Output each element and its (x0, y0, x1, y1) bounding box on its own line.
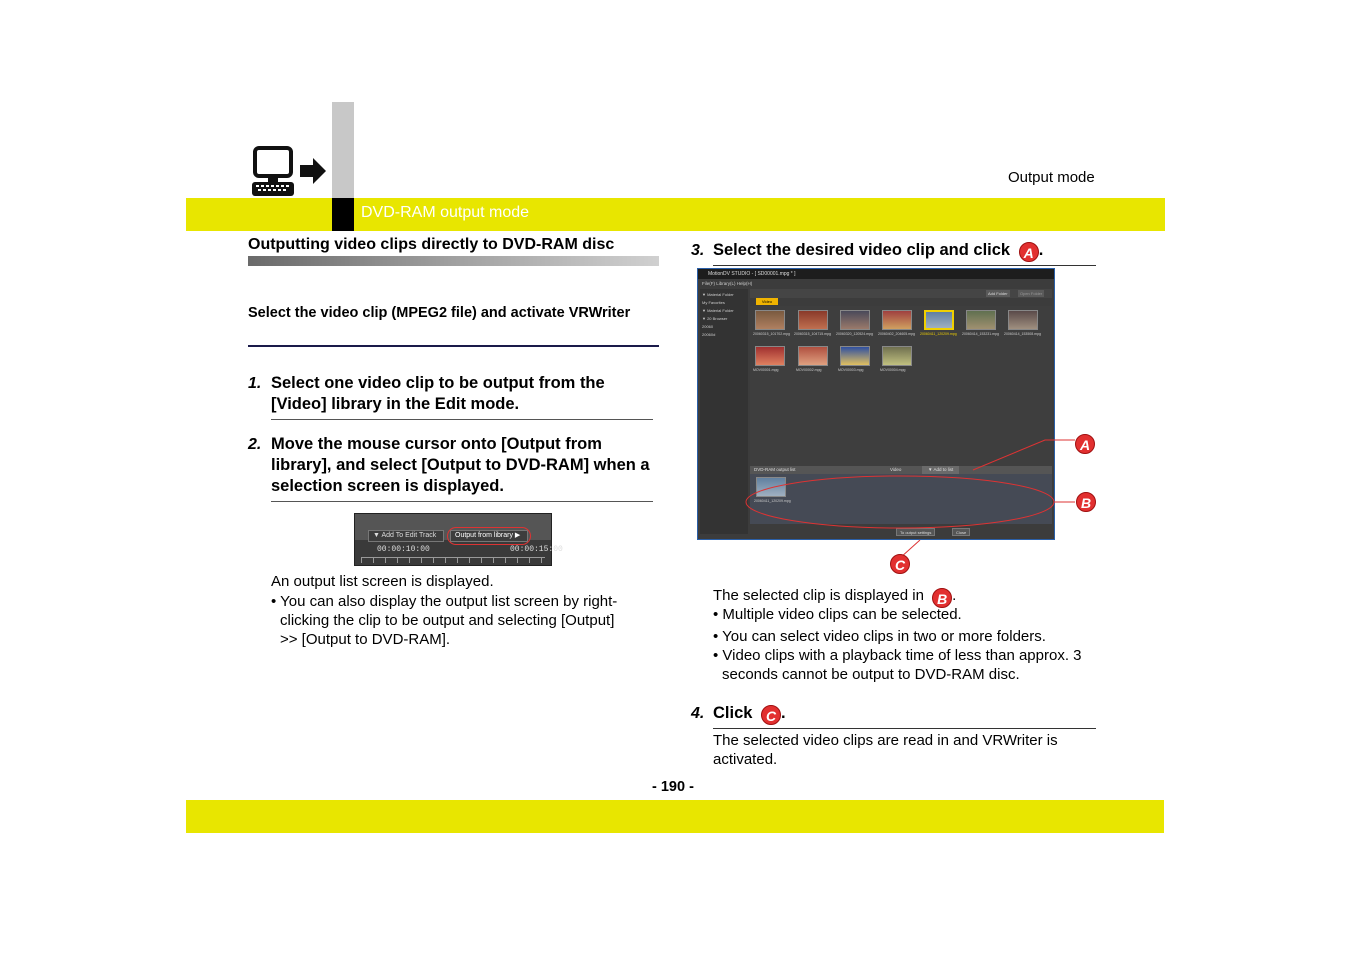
step-3-text (713, 240, 1043, 262)
add-folder-button[interactable]: Add Folder (988, 291, 1008, 296)
page-number: - 190 - (652, 779, 694, 795)
step-4-text (713, 703, 786, 725)
selected-clip-note-period: . (952, 587, 957, 604)
step-1-rule (271, 419, 653, 420)
clip-thumbnail[interactable] (840, 310, 870, 330)
add-to-edit-track-button[interactable]: ▼ Add To Edit Track (368, 530, 444, 542)
library-toolbar (750, 289, 1052, 298)
step-1-number: 1. (248, 375, 262, 392)
step-4-number: 4. (691, 705, 705, 722)
badge-a-icon: A (1019, 242, 1039, 262)
output-from-library-button[interactable]: Output from library ▶ (450, 530, 528, 542)
clip-label: 20060411_120209.mpg (920, 332, 957, 336)
clip-label: 20060414_153231.mpg (962, 332, 999, 336)
add-to-list-button[interactable]: ▼ Add to list (922, 466, 959, 474)
callout-lines (697, 430, 1097, 570)
section-title-bar (248, 256, 659, 266)
bullet-multiple: • Multiple video clips can be selected. (713, 606, 962, 623)
to-output-settings-button[interactable]: To output settings (896, 528, 935, 536)
clip-thumbnail[interactable] (1008, 310, 1038, 330)
clip-label: MOV00003.mpg (838, 368, 864, 372)
clip-label: 20060315_104715.mpg (794, 332, 831, 336)
badge-c-icon: C (890, 554, 910, 574)
badge-b-icon: B (932, 588, 952, 608)
tree-item[interactable]: ▼ 20 Browser (702, 316, 728, 321)
header-black-tab (332, 198, 354, 231)
result-text: An output list screen is displayed. (271, 573, 494, 590)
selected-clip-note-text: The selected clip is displayed in (713, 587, 924, 604)
timeline-ruler (361, 557, 545, 563)
close-button[interactable]: Close (952, 528, 970, 536)
open-folder-button[interactable]: Open Folder (1020, 291, 1043, 296)
clip-thumbnail[interactable] (882, 310, 912, 330)
step-2-rule (271, 501, 653, 502)
computer-to-output-icon (250, 146, 330, 198)
bullet-playback-time: • Video clips with a playback time of less than approx. 3 seconds cannot be output to DVD-RAM disc. (713, 647, 1082, 683)
highlight-ring (447, 527, 531, 545)
step-4-label: Click (713, 704, 753, 722)
tree-item[interactable]: 20060 (702, 324, 714, 329)
section-title: Outputting video clips directly to DVD-RAM disc (248, 236, 615, 253)
band-title: DVD-RAM output mode (361, 204, 530, 221)
bullet-folders: • You can select video clips in two or more folders. (713, 628, 1046, 645)
tree-item[interactable]: ▼ Material Folder (702, 308, 734, 313)
clip-thumbnail[interactable] (755, 346, 785, 366)
app-title-bar: MotionDV STUDIO - [ SD00001.mpg * ] (698, 269, 1054, 279)
step-3-number: 3. (691, 242, 705, 259)
header-grey-tab (332, 102, 354, 198)
clip-thumbnail-selected[interactable] (924, 310, 954, 330)
clip-thumbnail[interactable] (882, 346, 912, 366)
clip-label: 20060414_153508.mpg (1004, 332, 1041, 336)
output-list-clip-label: 20060411_120209.mpg (754, 499, 791, 503)
tree-item[interactable]: 20060d (702, 332, 716, 337)
badge-c-icon: C (761, 705, 781, 725)
step-4-rule (713, 728, 1096, 729)
final-text: The selected video clips are read in and VRWriter is activated. (713, 732, 1058, 768)
clip-label: 20060320_120524.mpg (836, 332, 873, 336)
clip-label: MOV00001.mpg (753, 368, 779, 372)
app-menu-bar: File(F) Library(L) Help(H) (702, 281, 753, 286)
clip-thumbnail[interactable] (966, 310, 996, 330)
section-label: Output mode (1008, 169, 1095, 186)
step-3-label: Select the desired video clip and click (713, 241, 1011, 259)
clip-thumbnail[interactable] (755, 310, 785, 330)
clip-label: 20060402_204605.mpg (878, 332, 915, 336)
badge-a-icon: A (1075, 434, 1095, 454)
timecode-right: 00:00:15:00 (510, 545, 563, 554)
step-3-rule (713, 265, 1096, 266)
subheading: Select the video clip (MPEG2 file) and activate VRWriter (248, 305, 631, 321)
tree-item[interactable]: ▼ Material Folder (702, 292, 734, 297)
clip-thumbnail[interactable] (840, 346, 870, 366)
clip-label: MOV00004.mpg (880, 368, 906, 372)
step-4-period: . (781, 704, 786, 722)
footer-band (186, 800, 1164, 833)
clip-label: MOV00002.mpg (796, 368, 822, 372)
clip-label: 20060315_101702.mpg (753, 332, 790, 336)
bullet-right-click: • You can also display the output list screen by right-clicking the clip to be output and selecting [Output] >> [Output to DVD-RAM]. (271, 593, 618, 648)
output-from-library-screenshot (354, 513, 563, 566)
output-list-title: DVD-RAM output list (754, 467, 796, 472)
clip-thumbnail[interactable] (798, 310, 828, 330)
video-tab[interactable]: Video (756, 298, 778, 305)
output-list-column: Video (890, 467, 902, 472)
timecode-left: 00:00:10:00 (377, 545, 430, 554)
subheading-rule (248, 345, 659, 347)
step-1-text: Select one video clip to be output from the [Video] library in the Edit mode. (271, 374, 605, 413)
step-3-period: . (1038, 241, 1044, 259)
badge-b-icon: B (1076, 492, 1096, 512)
tree-item[interactable]: My Favorites (702, 300, 725, 305)
clip-thumbnail[interactable] (798, 346, 828, 366)
step-2-text: Move the mouse cursor onto [Output from library], and select [Output to DVD-RAM] when a selection screen is displayed. (271, 435, 650, 495)
step-2-number: 2. (248, 436, 262, 453)
